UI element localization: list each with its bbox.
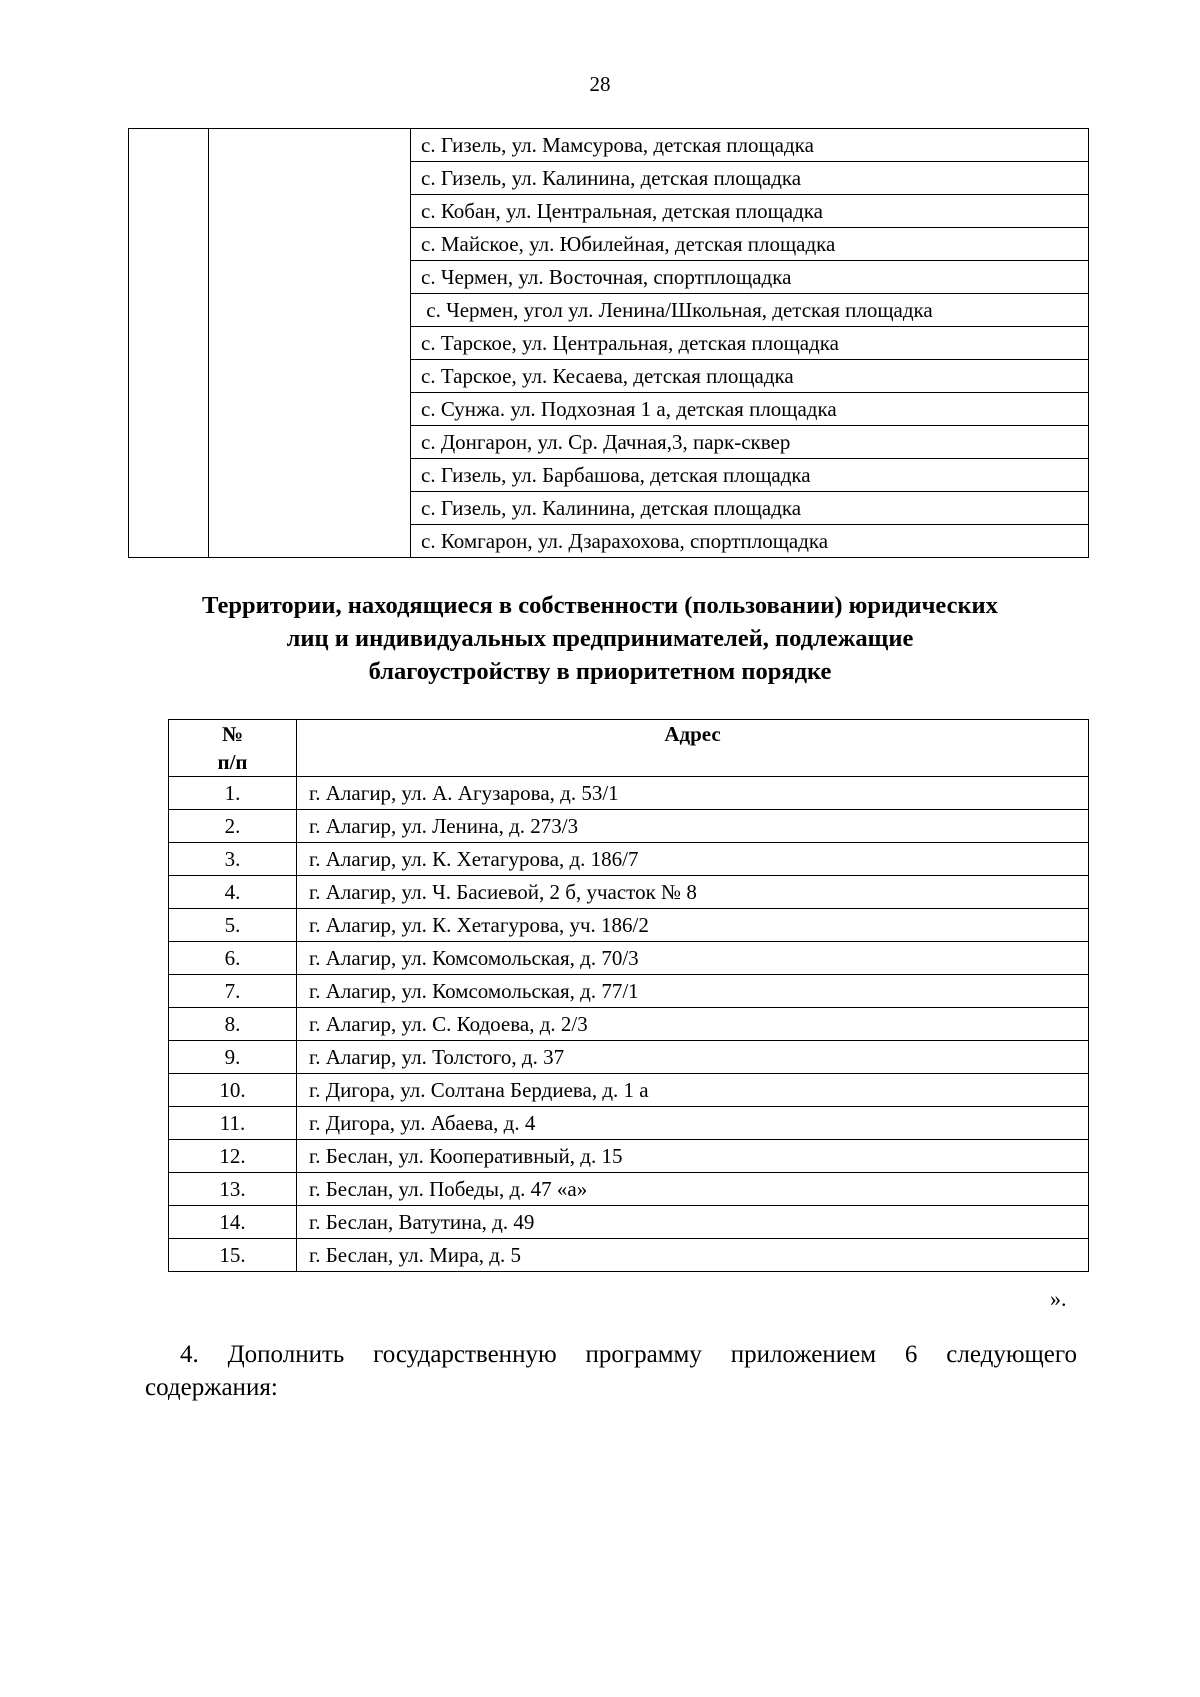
row-address: г. Дигора, ул. Абаева, д. 4 [297,1107,1089,1140]
row-number: 14. [169,1206,297,1239]
row-address: г. Дигора, ул. Солтана Бердиева, д. 1 а [297,1074,1089,1107]
header-number-abbrev: п/п [217,750,248,774]
address-table-body [169,777,1089,1272]
row-number: 13. [169,1173,297,1206]
table-row [169,1008,1089,1041]
table-row [169,810,1089,843]
row-number: 8. [169,1008,297,1041]
section-heading [120,589,1080,688]
row-number: 1. [169,777,297,810]
row-address: г. Алагир, ул. Ч. Басиевой, 2 б, участок № 8 [297,876,1089,909]
row-address: г. Беслан, ул. Победы, д. 47 «а» [297,1173,1089,1206]
place-cell: с. Чермен, угол ул. Ленина/Школьная, детская площадка [411,294,1089,327]
place-cell: с. Тарское, ул. Центральная, детская площадка [411,327,1089,360]
header-number [169,720,297,777]
continuation-table-body [129,129,1089,558]
row-address: г. Беслан, ул. Мира, д. 5 [297,1239,1089,1272]
row-number: 7. [169,975,297,1008]
row-address: г. Алагир, ул. Толстого, д. 37 [297,1041,1089,1074]
empty-municipality-cell [209,129,411,558]
row-address: г. Алагир, ул. Ленина, д. 273/3 [297,810,1089,843]
row-address: г. Алагир, ул. Комсомольская, д. 70/3 [297,942,1089,975]
row-number: 3. [169,843,297,876]
address-table-header-row [169,720,1089,777]
place-cell: с. Гизель, ул. Калинина, детская площадка [411,492,1089,525]
row-number: 9. [169,1041,297,1074]
row-number: 15. [169,1239,297,1272]
table-row [169,1206,1089,1239]
table-row [169,1173,1089,1206]
place-cell: с. Майское, ул. Юбилейная, детская площадка [411,228,1089,261]
place-cell: с. Чермен, ул. Восточная, спортплощадка [411,261,1089,294]
section-heading-line-2: лиц и индивидуальных предпринимателей, подлежащие [286,625,914,652]
row-number: 2. [169,810,297,843]
table-row [169,1107,1089,1140]
place-cell: с. Гизель, ул. Мамсурова, детская площадка [411,129,1089,162]
row-address: г. Алагир, ул. К. Хетагурова, уч. 186/2 [297,909,1089,942]
table-row [169,1074,1089,1107]
table-row [169,975,1089,1008]
empty-number-cell [129,129,209,558]
continuation-table [128,128,1089,558]
place-cell: с. Кобан, ул. Центральная, детская площадка [411,195,1089,228]
row-address: г. Алагир, ул. К. Хетагурова, д. 186/7 [297,843,1089,876]
row-number: 6. [169,942,297,975]
place-cell: с. Гизель, ул. Калинина, детская площадка [411,162,1089,195]
table-row [169,1140,1089,1173]
place-cell: с. Донгарон, ул. Ср. Дачная,3, парк-сквер [411,426,1089,459]
header-address: Адрес [297,720,1089,777]
row-number: 4. [169,876,297,909]
place-cell: с. Комгарон, ул. Дзарахохова, спортплощадка [411,525,1089,558]
table-row [169,1041,1089,1074]
place-cell: с. Сунжа. ул. Подхозная 1 а, детская площадка [411,393,1089,426]
table-row [169,876,1089,909]
header-number-sign: № [221,722,244,746]
row-number: 10. [169,1074,297,1107]
table-row [169,942,1089,975]
row-number: 12. [169,1140,297,1173]
row-address: г. Алагир, ул. С. Кодоева, д. 2/3 [297,1008,1089,1041]
table-row [169,1239,1089,1272]
place-cell: с. Тарское, ул. Кесаева, детская площадка [411,360,1089,393]
row-number: 5. [169,909,297,942]
row-number: 11. [169,1107,297,1140]
closing-quote: ». [1050,1286,1067,1311]
table-row [169,843,1089,876]
row-address: г. Беслан, Ватутина, д. 49 [297,1206,1089,1239]
address-table [168,719,1089,1272]
section-heading-line-3: благоустройству в приоритетном порядке [368,658,832,685]
row-address: г. Беслан, ул. Кооперативный, д. 15 [297,1140,1089,1173]
table-row [169,909,1089,942]
table-row [169,777,1089,810]
row-address: г. Алагир, ул. Комсомольская, д. 77/1 [297,975,1089,1008]
amendment-paragraph: 4. Дополнить государственную программу приложением 6 следующего содержания: [145,1341,1077,1401]
table-row [129,129,1089,162]
place-cell: с. Гизель, ул. Барбашова, детская площадка [411,459,1089,492]
section-heading-line-1: Территории, находящиеся в собственности (пользовании) юридических [202,592,998,619]
page-number: 28 [589,72,611,96]
row-address: г. Алагир, ул. А. Агузарова, д. 53/1 [297,777,1089,810]
